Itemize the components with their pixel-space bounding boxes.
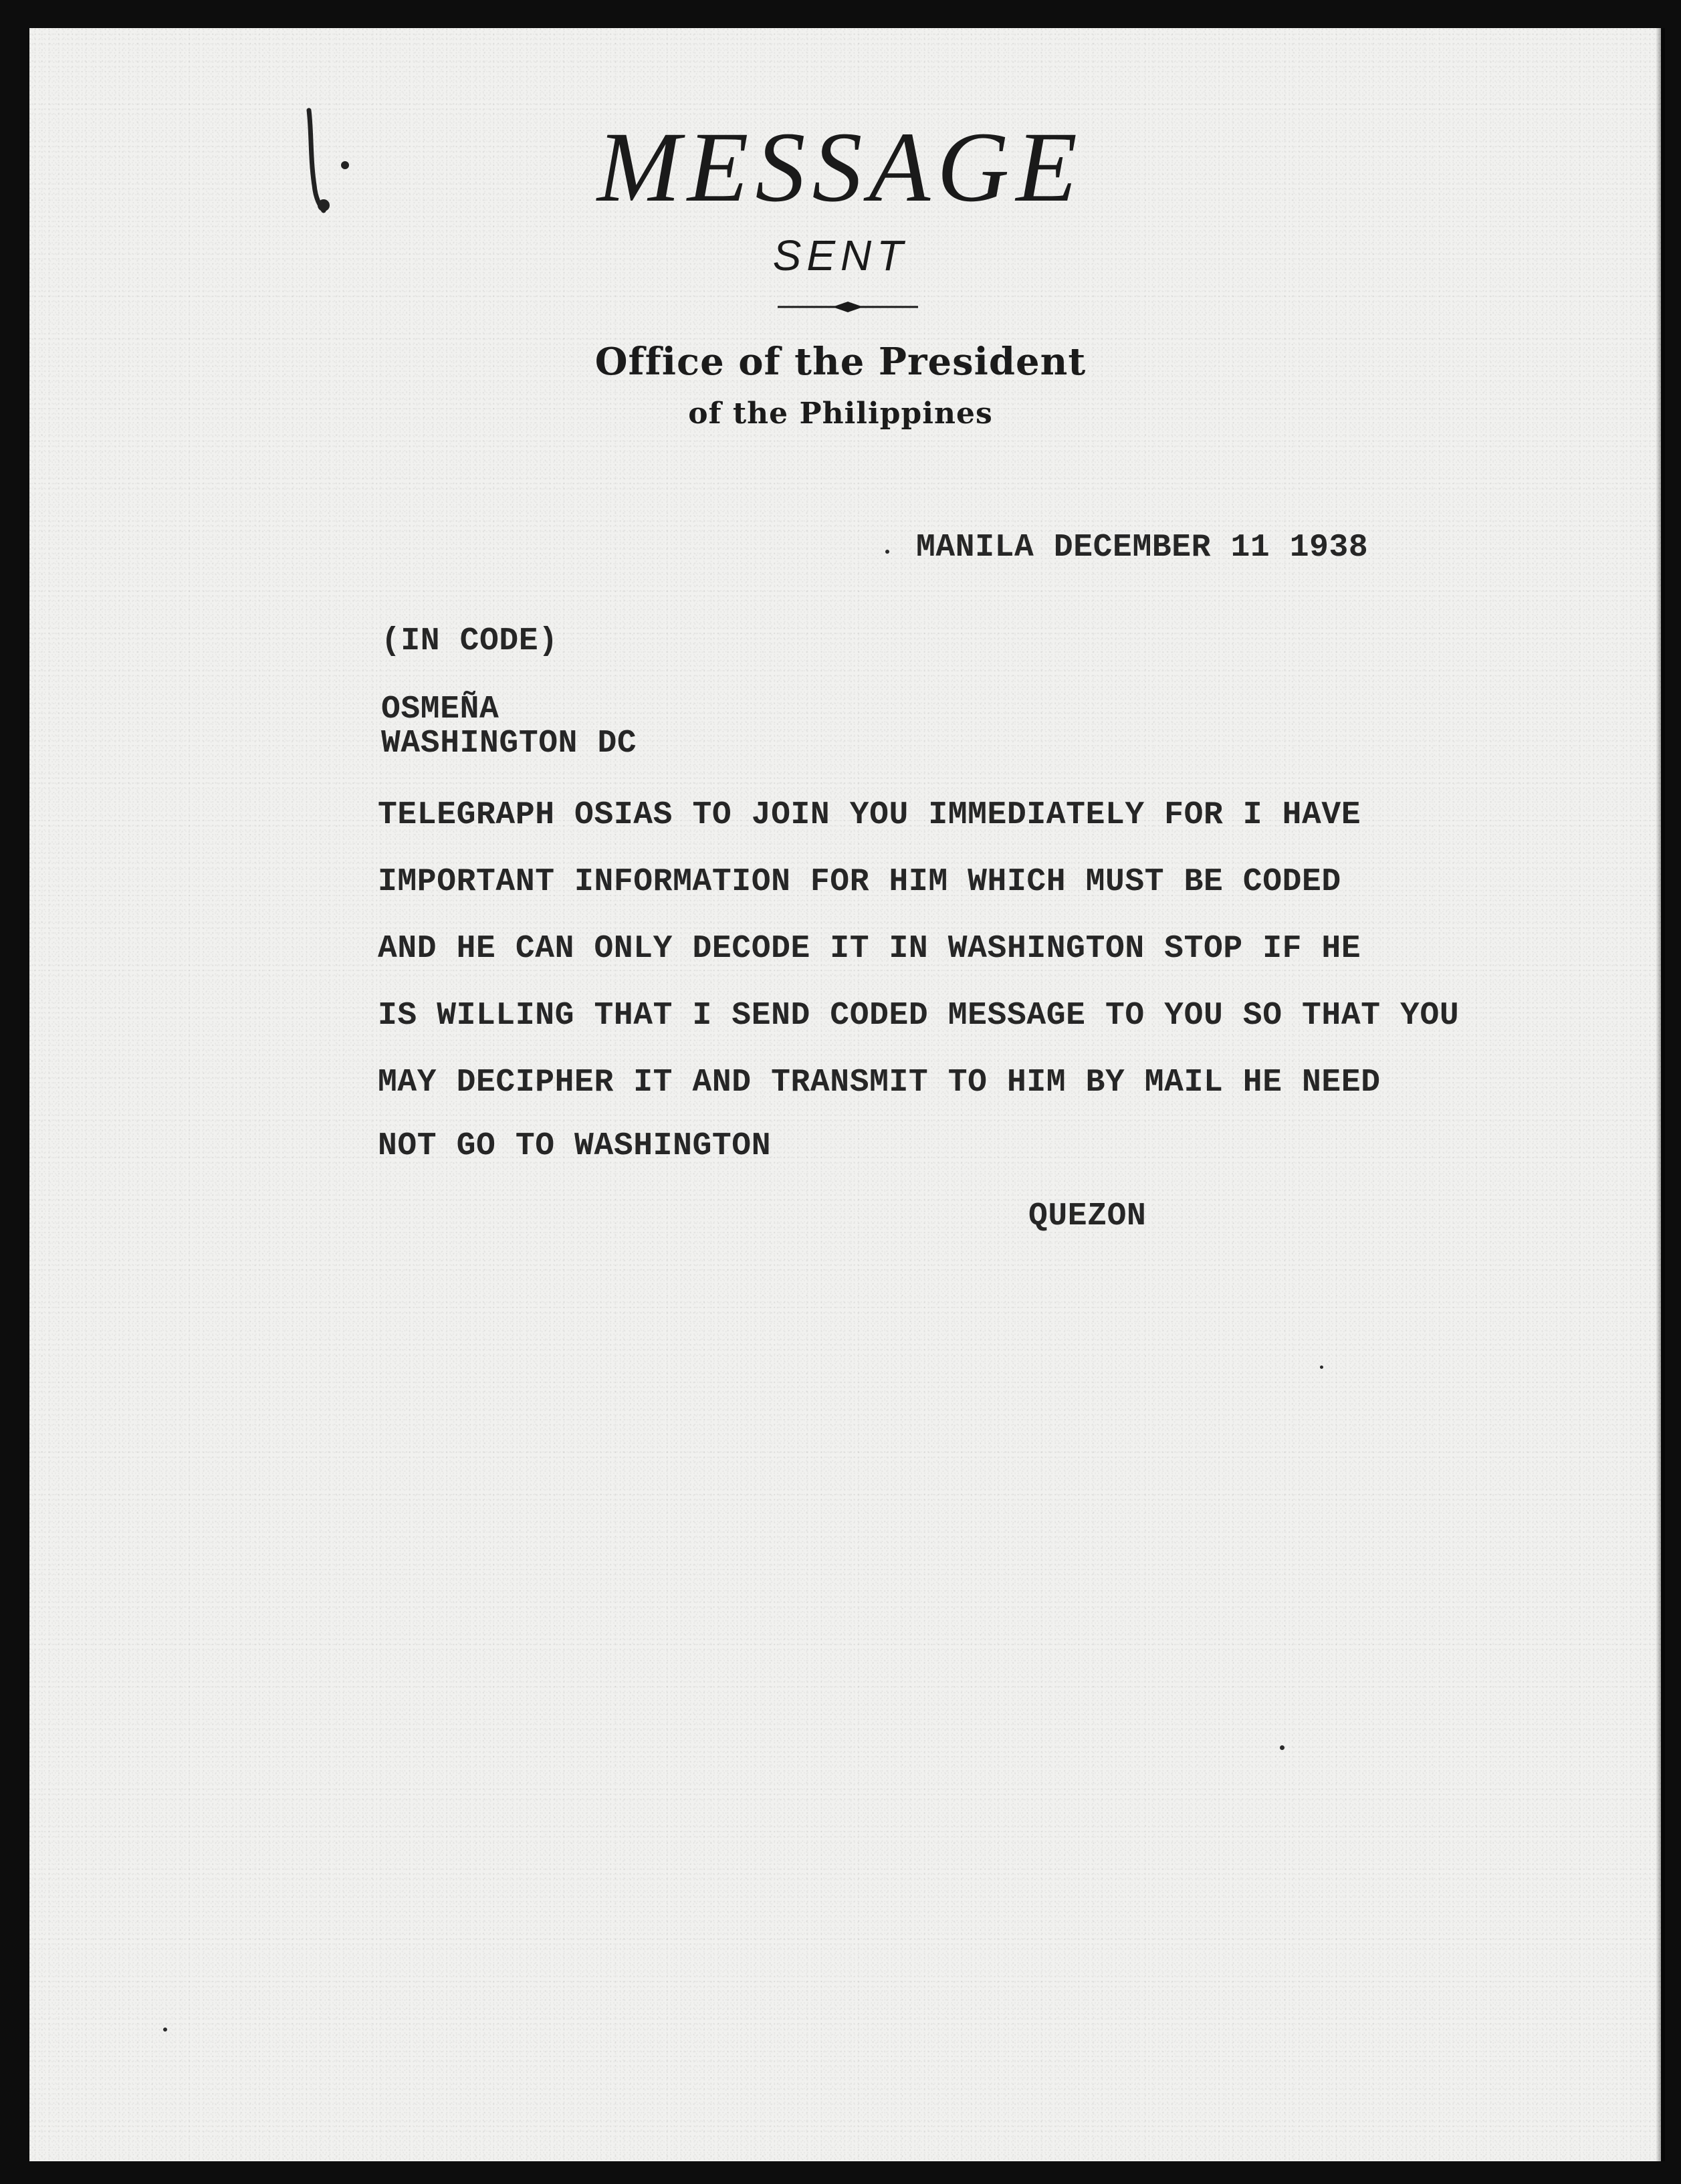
letterhead-divider bbox=[778, 300, 918, 314]
dateline: MANILA DECEMBER 11 1938 bbox=[916, 530, 1369, 566]
body-line: IS WILLING THAT I SEND CODED MESSAGE TO YOU SO THAT YOU bbox=[378, 998, 1460, 1034]
signature: QUEZON bbox=[1028, 1198, 1147, 1234]
letterhead-country: of the Philippines bbox=[688, 397, 993, 431]
dust-speck bbox=[1280, 1745, 1284, 1750]
letterhead-office: Office of the President bbox=[594, 340, 1087, 384]
address: WASHINGTON DC bbox=[381, 726, 637, 762]
body-line: AND HE CAN ONLY DECODE IT IN WASHINGTON STOP IF HE bbox=[378, 931, 1361, 967]
addressee: OSMEÑA bbox=[381, 691, 499, 728]
letterhead-title: MESSAGE bbox=[596, 112, 1085, 223]
transmission-note: (IN CODE) bbox=[381, 623, 558, 659]
letterhead-subtitle: SENT bbox=[772, 231, 909, 280]
body-line: MAY DECIPHER IT AND TRANSMIT TO HIM BY MAIL HE NEED bbox=[378, 1065, 1381, 1101]
body-line: TELEGRAPH OSIAS TO JOIN YOU IMMEDIATELY FOR I HAVE bbox=[378, 797, 1361, 833]
dust-speck bbox=[885, 550, 889, 554]
dust-speck bbox=[1320, 1366, 1323, 1369]
body-line: NOT GO TO WASHINGTON bbox=[378, 1128, 772, 1164]
body-line: IMPORTANT INFORMATION FOR HIM WHICH MUST BE CODED bbox=[378, 864, 1341, 900]
dust-speck bbox=[163, 2028, 167, 2032]
